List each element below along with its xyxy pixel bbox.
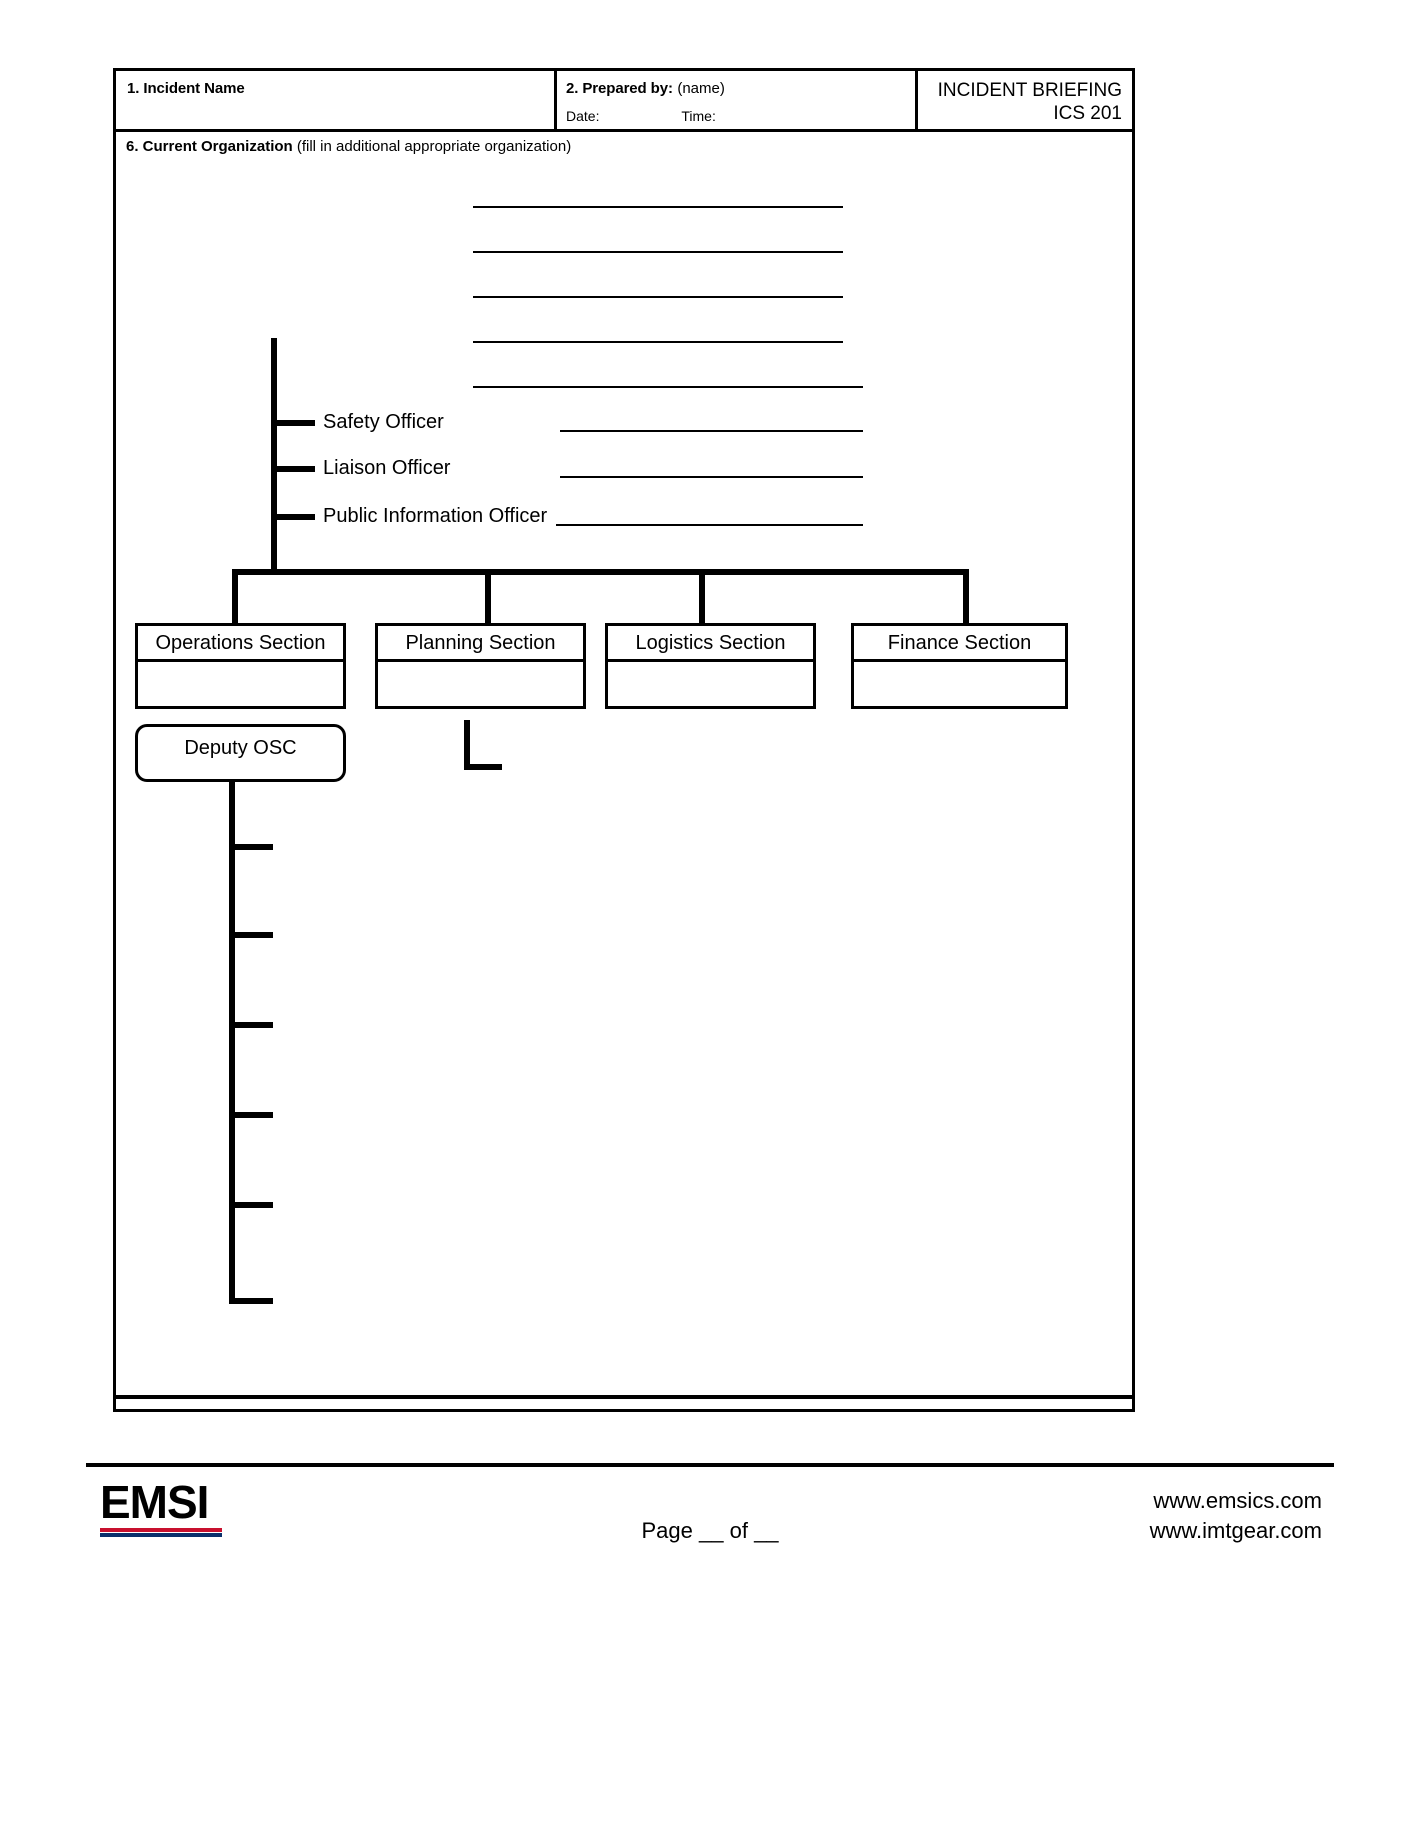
section-6-instruction: (fill in additional appropriate organization) <box>296 138 572 155</box>
section-6-title: 6. Current Organization <box>126 138 293 155</box>
safety-officer-label: Safety Officer <box>323 411 444 433</box>
logistics-drop-leg <box>699 569 705 624</box>
page-number-blank[interactable]: __ <box>698 1518 724 1543</box>
page-total-blank[interactable]: __ <box>754 1518 779 1543</box>
page-of-label: of <box>729 1518 748 1543</box>
command-blank-line-1[interactable] <box>473 206 843 208</box>
form-header-row <box>113 68 1135 132</box>
finance-drop-leg <box>963 569 969 624</box>
deputy-osc-label: Deputy OSC <box>184 737 297 759</box>
form-title-cell <box>918 71 1132 129</box>
finance-section-writein[interactable] <box>854 662 1065 706</box>
public-information-officer-label: Public Information Officer <box>323 505 548 527</box>
deputy-branch-tick-1 <box>235 844 273 850</box>
emsi-logo-text: EMSI <box>100 1476 209 1528</box>
incident-name-label: 1. Incident Name <box>127 80 245 97</box>
prepared-by-cell[interactable] <box>557 71 918 129</box>
command-blank-line-3[interactable] <box>473 296 843 298</box>
logistics-section-box[interactable] <box>605 623 816 709</box>
deputy-branch-tick-3 <box>235 1022 273 1028</box>
operations-section-label: Operations Section <box>138 626 343 662</box>
liaison-officer-label: Liaison Officer <box>323 457 451 479</box>
incident-name-cell[interactable] <box>116 71 557 129</box>
operations-section-writein[interactable] <box>138 662 343 706</box>
form-title: INCIDENT BRIEFING <box>937 80 1122 101</box>
footer-websites <box>1150 1486 1322 1546</box>
planning-branch-tick-1 <box>464 764 502 770</box>
public-information-officer-blank[interactable] <box>556 524 863 526</box>
command-blank-line-4[interactable] <box>473 341 843 343</box>
deputy-branch-tick-6 <box>229 1298 273 1304</box>
current-organization-chart <box>113 132 1135 1412</box>
date-time-row <box>566 108 716 124</box>
footer-divider <box>86 1463 1334 1467</box>
website-imtgear[interactable]: www.imtgear.com <box>1149 1518 1322 1543</box>
planning-section-box[interactable] <box>375 623 586 709</box>
time-label: Time: <box>681 108 716 124</box>
logistics-section-label: Logistics Section <box>608 626 813 662</box>
deputy-branch-tick-4 <box>235 1112 273 1118</box>
form-bottom-rule <box>113 1395 1135 1399</box>
safety-officer-connector <box>277 420 315 426</box>
deputy-branch-tick-5 <box>235 1202 273 1208</box>
planning-section-label: Planning Section <box>378 626 583 662</box>
section-bus-line <box>232 569 969 575</box>
deputy-osc-box[interactable] <box>135 724 346 782</box>
logistics-section-writein[interactable] <box>608 662 813 706</box>
form-number: ICS 201 <box>1053 103 1122 124</box>
finance-section-box[interactable] <box>851 623 1068 709</box>
planning-drop-leg <box>485 569 491 624</box>
website-emsics[interactable]: www.emsics.com <box>1153 1488 1322 1513</box>
prepared-by-label: 2. Prepared by: <box>566 80 673 97</box>
liaison-officer-blank[interactable] <box>560 476 863 478</box>
page-label: Page <box>641 1518 693 1543</box>
finance-section-label: Finance Section <box>854 626 1065 662</box>
operations-drop-leg <box>232 569 238 624</box>
public-information-officer-connector <box>277 514 315 520</box>
liaison-officer-connector <box>277 466 315 472</box>
deputy-branch-trunk <box>229 782 235 1304</box>
date-label: Date: <box>566 108 600 124</box>
prepared-by-hint: (name) <box>677 80 725 97</box>
command-trunk-line <box>271 338 277 572</box>
planning-section-writein[interactable] <box>378 662 583 706</box>
command-blank-line-2[interactable] <box>473 251 843 253</box>
command-blank-line-5[interactable] <box>473 386 863 388</box>
safety-officer-blank[interactable] <box>560 430 863 432</box>
operations-section-box[interactable] <box>135 623 346 709</box>
deputy-branch-tick-2 <box>235 932 273 938</box>
planning-branch-trunk <box>464 720 470 770</box>
